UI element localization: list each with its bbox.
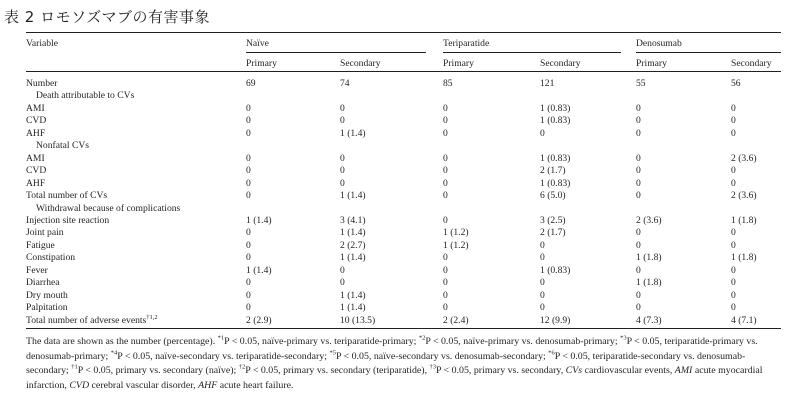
table-cell: 85 bbox=[443, 78, 453, 89]
footnote-text: cardiovascular events, bbox=[582, 365, 675, 377]
table-cell: 2 (2.9) bbox=[246, 314, 272, 326]
table-cell: 2 (1.7) bbox=[540, 165, 566, 177]
table-cell: 1 (1.4) bbox=[246, 264, 272, 276]
row-label: Constipation bbox=[26, 252, 76, 264]
footnote-text: P < 0.05, primary vs. secondary (teriparatide), bbox=[245, 365, 430, 377]
table-cell: 12 (9.9) bbox=[540, 314, 571, 326]
table-cell: 0 bbox=[731, 302, 736, 314]
group-rule-teriparatide bbox=[443, 52, 621, 53]
table-cell: 1 (0.83) bbox=[540, 177, 571, 189]
table-cell: 0 bbox=[246, 252, 251, 264]
footnote-text: P < 0.05, naïve-primary vs. denosumab-primary; bbox=[425, 336, 621, 347]
subheader-primary-4: Primary bbox=[636, 58, 667, 69]
subheader-secondary-3: Secondary bbox=[540, 58, 581, 69]
subheader-secondary-1: Secondary bbox=[340, 58, 381, 69]
footnote-abbrev: CVD bbox=[69, 379, 90, 391]
subheader-secondary-5: Secondary bbox=[731, 58, 772, 69]
row-label: Dry mouth bbox=[26, 289, 68, 301]
footnote-marker: *4 bbox=[110, 349, 118, 357]
table-cell: 1 (1.4) bbox=[340, 252, 366, 264]
row-label: AMI bbox=[26, 152, 45, 164]
row-label: Joint pain bbox=[26, 227, 64, 239]
table-cell: 0 bbox=[540, 277, 545, 289]
table-cell: 0 bbox=[443, 252, 448, 264]
table-cell: 0 bbox=[636, 190, 641, 202]
row-label: AHF bbox=[26, 177, 46, 189]
table-cell: 6 (5.0) bbox=[540, 190, 566, 202]
table-cell: 0 bbox=[443, 277, 448, 289]
table-cell: 0 bbox=[731, 177, 736, 189]
footnote-text: P < 0.05, naïve-primary vs. teriparatide-primary; bbox=[224, 336, 419, 347]
table-cell: 1 (1.4) bbox=[340, 127, 366, 139]
table-cell: 0 bbox=[340, 115, 345, 127]
footnote-text: The data are shown as the number (percentage). bbox=[26, 336, 218, 347]
footnote-text: P < 0.05, naïve-secondary vs. denosumab-secondary; bbox=[335, 350, 549, 362]
table-cell: 1 (1.4) bbox=[340, 190, 366, 202]
table-cell: 0 bbox=[731, 264, 736, 276]
table-cell: 0 bbox=[636, 302, 641, 314]
footnote-marker: *2 bbox=[418, 334, 426, 342]
table-cell: 0 bbox=[443, 190, 448, 202]
row-label: Death attributable to CVs bbox=[36, 90, 135, 102]
header-variable: Variable bbox=[26, 38, 58, 49]
table-cell: 0 bbox=[731, 115, 736, 127]
table-cell: 2 (3.6) bbox=[636, 214, 662, 226]
table-cell: 0 bbox=[443, 127, 448, 139]
row-label: AMI bbox=[26, 102, 45, 114]
row-label: Palpitation bbox=[26, 302, 68, 314]
table-cell: 0 bbox=[636, 239, 641, 251]
footnote-text: P < 0.05, naïve-secondary vs. teriparatide-secondary; bbox=[117, 350, 330, 362]
footnote-text: acute heart failure. bbox=[217, 379, 294, 391]
table-cell: 0 bbox=[443, 165, 448, 177]
footnote-text: P < 0.05, primary vs. secondary, bbox=[436, 365, 566, 377]
table-cell: 0 bbox=[443, 214, 448, 226]
table-cell: 0 bbox=[540, 239, 545, 251]
table-cell: 0 bbox=[540, 127, 545, 139]
footnote-marker: †3 bbox=[429, 363, 437, 371]
row-label: Withdrawal because of complications bbox=[36, 202, 181, 214]
table-cell: 0 bbox=[340, 177, 345, 189]
footnote-text: acute myocardial infarction, bbox=[26, 365, 763, 391]
row-label: Total number of adverse events$^{\dagger 1,2}$ bbox=[26, 313, 158, 326]
table-cell: 2 (2.7) bbox=[340, 239, 366, 251]
table-cell: 2 (3.6) bbox=[731, 190, 757, 202]
table-cell: 1 (1.8) bbox=[636, 252, 662, 264]
footnote-text: P < 0.05, primary vs. secondary (naïve); bbox=[77, 365, 239, 377]
footnote-marker: *6 bbox=[548, 349, 555, 357]
footnote-text: cerebral vascular disorder, bbox=[89, 379, 199, 391]
footnote-marker: *1 bbox=[217, 334, 225, 342]
table-cell: 1 (1.2) bbox=[443, 239, 469, 251]
table-cell: 1 (1.4) bbox=[340, 289, 366, 301]
row-label: Fatigue bbox=[26, 239, 55, 251]
table-cell: 1 (0.83) bbox=[540, 264, 571, 276]
table-cell: 56 bbox=[731, 78, 741, 89]
table-cell: 0 bbox=[246, 152, 251, 164]
table-cell: 0 bbox=[443, 102, 448, 114]
table-footnote bbox=[26, 335, 781, 393]
header-group-naive: Naïve bbox=[246, 38, 269, 49]
table-cell: 1 (1.2) bbox=[443, 227, 469, 239]
footnote-marker: *5 bbox=[329, 349, 336, 357]
table-cell: 1 (0.83) bbox=[540, 115, 571, 127]
row-label: AHF bbox=[26, 127, 46, 139]
table-cell: 0 bbox=[636, 102, 641, 114]
table-cell: 0 bbox=[340, 102, 345, 114]
table-cell: 0 bbox=[246, 177, 251, 189]
table-cell: 1 (1.8) bbox=[636, 277, 662, 289]
table-cell: 69 bbox=[246, 78, 256, 89]
footnote-text: P < 0.05, teriparatide-primary vs. denosumab-primary; bbox=[26, 336, 758, 362]
table-cell: 0 bbox=[443, 264, 448, 276]
row-label: Diarrhea bbox=[26, 277, 60, 289]
table-cell: 0 bbox=[731, 165, 736, 177]
table-cell: 0 bbox=[540, 302, 545, 314]
row-label: Fever bbox=[26, 264, 48, 276]
table-cell: 1 (1.4) bbox=[340, 302, 366, 314]
group-rule-denosumab bbox=[636, 52, 781, 53]
table-cell: 1 (1.4) bbox=[340, 227, 366, 239]
table-cell: 0 bbox=[246, 127, 251, 139]
header-group-teriparatide: Teriparatide bbox=[443, 38, 490, 49]
table-cell: 0 bbox=[540, 252, 545, 264]
table-title: 表 2 ロモソズマブの有害事象 bbox=[4, 8, 210, 26]
footnote-abbrev: AHF bbox=[198, 379, 218, 391]
table-cell: 0 bbox=[731, 127, 736, 139]
footnote-marker: *3 bbox=[620, 334, 627, 342]
table-cell: 0 bbox=[443, 152, 448, 164]
table-cell: 0 bbox=[636, 152, 641, 164]
footnote-text: P < 0.05, teriparatide-secondary vs. denosumab-secondary; bbox=[26, 350, 746, 377]
table-cell: 1 (1.8) bbox=[731, 214, 757, 226]
table-cell: 2 (1.7) bbox=[540, 227, 566, 239]
footnote-marker: †2 bbox=[238, 363, 246, 371]
footnote-marker: †1 bbox=[71, 363, 78, 371]
table-cell: 0 bbox=[731, 289, 736, 301]
table-cell: 0 bbox=[443, 115, 448, 127]
table-cell: 0 bbox=[246, 227, 251, 239]
table-cell: 2 (3.6) bbox=[731, 152, 757, 164]
table-cell: 0 bbox=[636, 165, 641, 177]
table-cell: 1 (0.83) bbox=[540, 152, 571, 164]
header-group-denosumab: Denosumab bbox=[636, 38, 682, 49]
table-cell: 74 bbox=[340, 78, 350, 89]
row-label: CVD bbox=[26, 115, 47, 127]
table-cell: 0 bbox=[731, 277, 736, 289]
table-cell: 4 (7.3) bbox=[636, 314, 662, 326]
table-cell: 0 bbox=[340, 264, 345, 276]
subheader-primary-2: Primary bbox=[443, 58, 474, 69]
table-cell: 4 (7.1) bbox=[731, 314, 757, 326]
table-cell: 121 bbox=[540, 78, 555, 89]
table-cell: 0 bbox=[246, 277, 251, 289]
bottom-rule bbox=[26, 328, 781, 329]
footnote-abbrev: CVs bbox=[565, 365, 583, 377]
table-cell: 0 bbox=[636, 289, 641, 301]
row-label: Number bbox=[26, 78, 58, 89]
table-cell: 0 bbox=[731, 227, 736, 239]
table-cell: 3 (2.5) bbox=[540, 214, 566, 226]
table-cell: 0 bbox=[731, 102, 736, 114]
group-rule-naive bbox=[246, 52, 426, 53]
table-cell: 0 bbox=[246, 239, 251, 251]
table-cell: 0 bbox=[636, 227, 641, 239]
table-cell: 0 bbox=[540, 289, 545, 301]
table-cell: 0 bbox=[443, 302, 448, 314]
row-label: Nonfatal CVs bbox=[36, 140, 90, 152]
table-cell: 2 (2.4) bbox=[443, 314, 469, 326]
row-label: Total number of CVs bbox=[26, 190, 108, 202]
table-cell: 0 bbox=[246, 115, 251, 127]
table-cell: 0 bbox=[636, 127, 641, 139]
table-cell: 0 bbox=[636, 177, 641, 189]
table-cell: 10 (13.5) bbox=[340, 314, 376, 326]
table-cell: 0 bbox=[340, 165, 345, 177]
table-cell: 0 bbox=[340, 277, 345, 289]
subheader-primary-0: Primary bbox=[246, 58, 277, 69]
table-cell: 0 bbox=[246, 102, 251, 114]
top-rule bbox=[26, 32, 781, 33]
table-cell: 0 bbox=[340, 152, 345, 164]
table-cell: 0 bbox=[636, 264, 641, 276]
table-cell: 0 bbox=[246, 190, 251, 202]
table-cell: 1 (1.8) bbox=[731, 252, 757, 264]
header-bottom-rule bbox=[26, 71, 781, 72]
row-label: CVD bbox=[26, 165, 47, 177]
table-cell: 3 (4.1) bbox=[340, 214, 366, 226]
table-cell: 0 bbox=[636, 115, 641, 127]
footnote-abbrev: AMI bbox=[674, 365, 693, 377]
table-cell: 0 bbox=[246, 289, 251, 301]
table-cell: 0 bbox=[246, 302, 251, 314]
table-cell: 0 bbox=[246, 165, 251, 177]
table-cell: 1 (0.83) bbox=[540, 102, 571, 114]
table-cell: 55 bbox=[636, 78, 646, 89]
table-cell: 1 (1.4) bbox=[246, 214, 272, 226]
table-cell: 0 bbox=[443, 289, 448, 301]
row-label-superscript: †1,2 bbox=[146, 313, 158, 321]
table-cell: 0 bbox=[443, 177, 448, 189]
table-cell: 0 bbox=[731, 239, 736, 251]
row-label: Injection site reaction bbox=[26, 214, 110, 226]
